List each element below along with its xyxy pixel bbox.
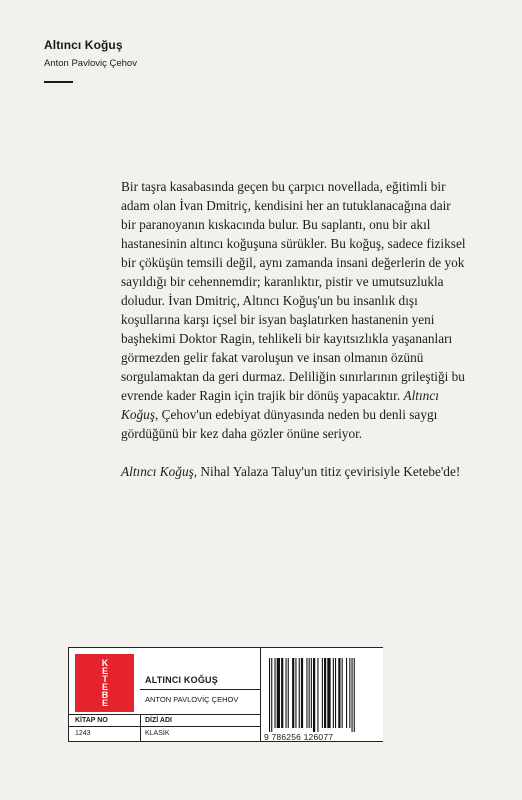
isbn-info-box	[68, 647, 383, 742]
barcode-bar	[271, 658, 272, 732]
book-author: Anton Pavloviç Çehov	[44, 58, 137, 69]
barcode-bar	[352, 658, 353, 732]
table-column-divider	[140, 714, 141, 741]
logo-letter: K	[101, 658, 109, 668]
description-paragraph-1	[121, 177, 466, 443]
barcode-bar	[338, 658, 340, 728]
book-number-label: KİTAP NO	[75, 717, 108, 724]
barcode-bar	[277, 658, 280, 728]
barcode-bar	[281, 658, 283, 728]
book-description	[121, 177, 466, 481]
description-paragraph-2	[121, 462, 466, 481]
logo-letter: B	[101, 690, 109, 700]
ketebe-logo	[75, 654, 134, 712]
barcode-bar	[346, 658, 347, 728]
description-main-text: Bir taşra kasabasında geçen bu çarpıcı novellada, eğitimli bir adam olan İvan Dmitriç, kendisini her an tutuklanacağına dair bir paranoyanın kıskacında bulur. Bu saplantı, onu bir akıl hastanesinin altıncı koğuşuna sürükler. Bu koğuş, sadece fiziksel bir çöküşün temsili değil, aynı zamanda insani değerlerin de yok sayıldığı bir cehennemdir; karanlıktır, pistir ve umutsuzlukla doludur. İvan Dmitriç, Altıncı Koğuş'un bu insanlık dışı koşullarına karşı içsel bir isyan başlatırken hastanenin yeni başhekimi Doktor Ragin, tehlikeli bir kayıtsızlıkla yaşananları görmezden gelir fakat varoluşun ve insan olmanın özünü sorgulamaktan da geri durmaz. Deliliğin sınırlarının grileştiği bu evrende kader Ragin için trajik bir dönüş yapacaktır.	[121, 179, 466, 403]
barcode-bar	[327, 658, 330, 728]
isbn-number: 9 786256 126077	[264, 732, 334, 742]
publisher-line-italic-title: Altıncı Koğuş	[121, 464, 194, 479]
barcode-bar	[354, 658, 355, 732]
description-closing-text: , Çehov'un edebiyat dünyasında neden bu denli saygı gördüğünü bir kez daha gözler önüne seriyor.	[121, 407, 438, 441]
barcode-bar	[317, 658, 318, 732]
table-middle-line	[69, 726, 261, 727]
barcode-bar	[269, 658, 270, 732]
barcode-bar	[288, 658, 289, 728]
barcode-area	[261, 648, 383, 741]
barcode-bar	[349, 658, 350, 728]
barcode-bar	[295, 658, 296, 728]
logo-letter: E	[101, 682, 108, 692]
logo-letter: E	[101, 698, 108, 708]
table-top-line	[69, 714, 261, 715]
barcode-bar	[322, 658, 323, 728]
title-divider	[140, 689, 260, 690]
barcode-bar	[275, 658, 276, 728]
box-book-title: ALTINCI KOĞUŞ	[145, 675, 218, 685]
barcode-bar	[309, 658, 310, 728]
logo-letter: E	[101, 666, 108, 676]
barcode-bar	[313, 658, 315, 732]
barcode-bar	[324, 658, 326, 728]
book-number-value: 1243	[75, 730, 91, 737]
box-author-name: ANTON PAVLOVİÇ ÇEHOV	[145, 695, 239, 704]
description-italic-title: Altıncı Koğuş	[121, 388, 439, 422]
barcode-bar	[299, 658, 300, 728]
publisher-line-text: , Nihal Yalaza Taluy'un titiz çevirisiyle Ketebe'de!	[193, 464, 461, 479]
barcode	[267, 658, 377, 732]
logo-letter: T	[102, 674, 108, 684]
barcode-bar	[342, 658, 343, 728]
barcode-bar	[335, 658, 336, 728]
barcode-bar	[292, 658, 294, 728]
series-name-value: KLASİK	[145, 730, 170, 737]
book-title: Altıncı Koğuş	[44, 38, 123, 52]
barcode-bar	[333, 658, 334, 728]
barcode-bar	[301, 658, 303, 728]
barcode-bar	[286, 658, 287, 728]
title-underline	[44, 81, 73, 83]
barcode-bar	[311, 658, 312, 728]
barcode-bar	[306, 658, 307, 728]
series-name-label: DİZİ ADI	[145, 717, 172, 724]
